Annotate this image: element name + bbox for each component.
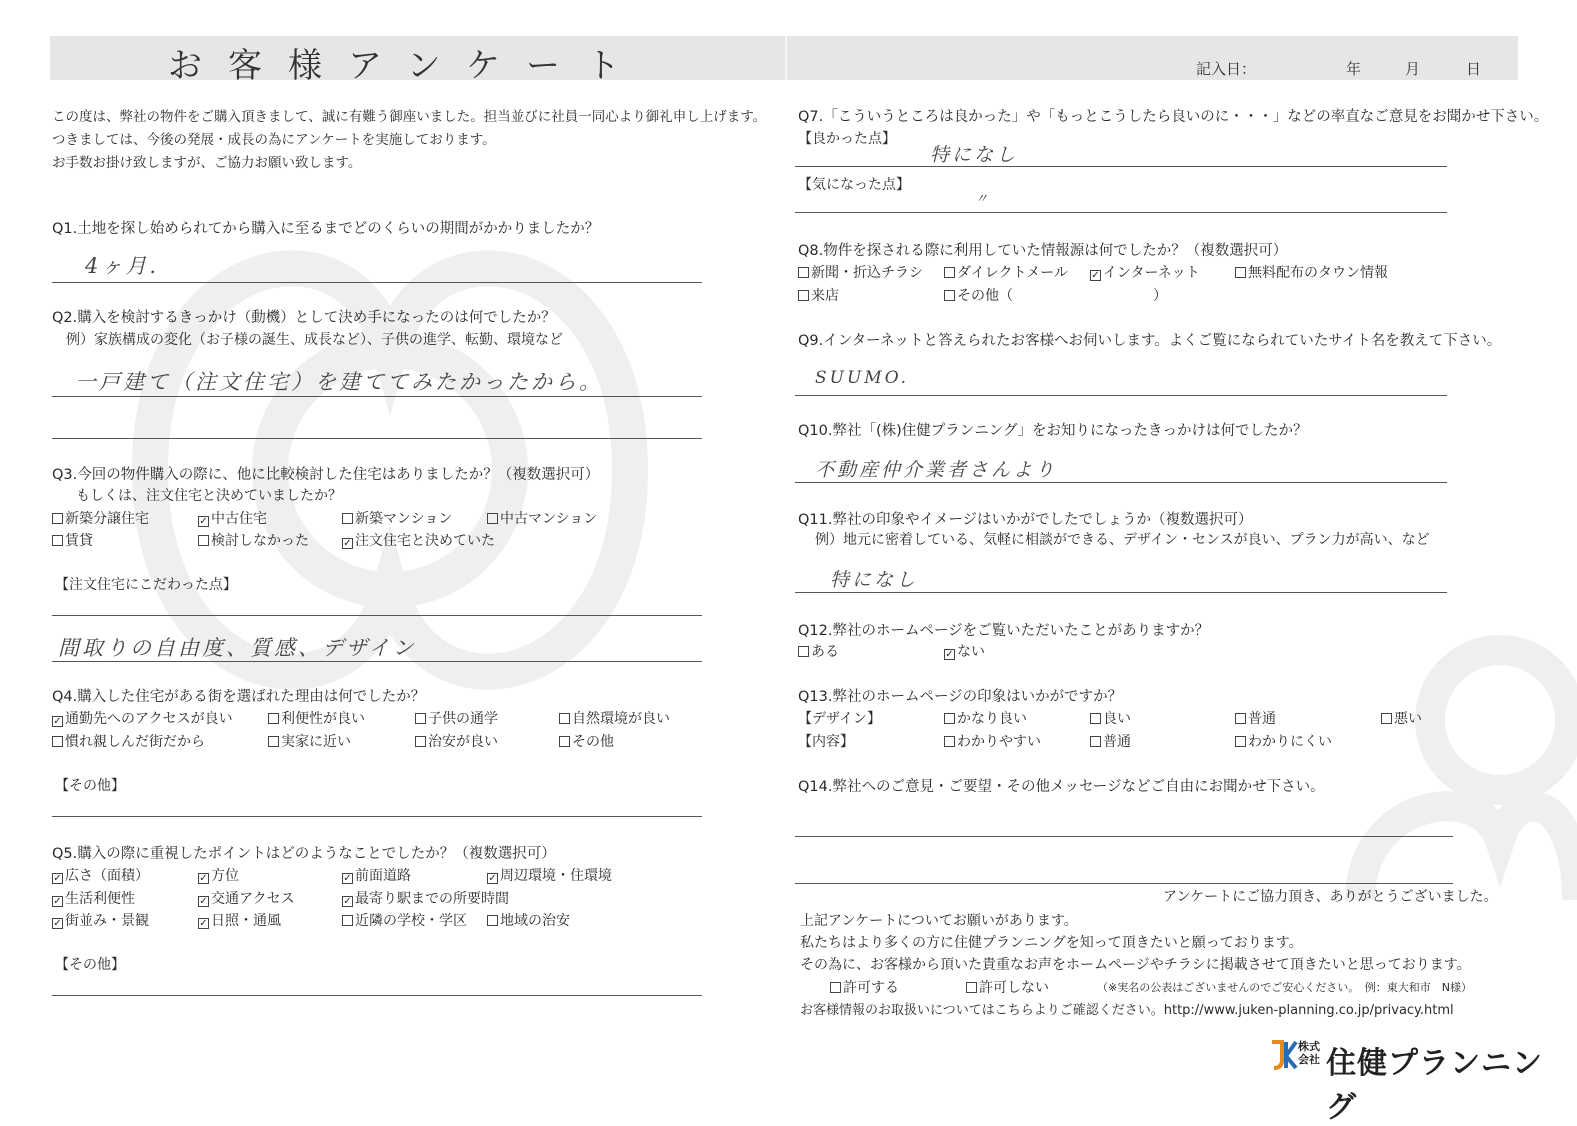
q14-line-2 — [795, 883, 1453, 884]
checkbox-checked-icon: ✓ — [343, 873, 352, 884]
q3-sub-line-2 — [52, 661, 702, 662]
closing-thanks: アンケートにご協力頂き、ありがとうございました。 — [1163, 889, 1498, 905]
q3-sub-answer: 間取りの自由度、質感、デザイン — [58, 636, 417, 660]
q11-answer: 特になし — [830, 569, 919, 591]
q8-question: Q8.物件を探される際に利用していた情報源は何でしたか？（複数選択可） — [798, 243, 1288, 259]
checkbox-icon — [798, 267, 809, 278]
logo-company-name: 住健プランニング — [1326, 1046, 1543, 1125]
checkbox-icon — [944, 713, 955, 724]
q8-option-town-info[interactable]: 無料配布のタウン情報 — [1235, 262, 1388, 282]
checkbox-checked-icon: ✓ — [53, 716, 62, 727]
q4-option-convenience[interactable]: 利便性が良い — [268, 708, 365, 728]
q2-answer-line-2 — [52, 438, 702, 439]
q4-option-school[interactable]: 子供の通学 — [415, 708, 498, 728]
q5-option-sunlight[interactable]: ✓ 日照・通風 — [199, 913, 281, 929]
q3-sub-line-1 — [52, 615, 702, 616]
q2-question: Q2.購入を検討するきっかけ（動機）として決め手になったのは何でしたか？ — [52, 310, 556, 326]
q2-answer-line-1 — [52, 396, 702, 397]
q3-option-custom-house[interactable]: ✓ 注文住宅と決めていた — [343, 533, 495, 549]
q4-option-familiar[interactable]: 慣れ親しんだ街だから — [52, 731, 205, 751]
q11-answer-line — [795, 592, 1447, 593]
date-day: 日 — [1466, 60, 1482, 78]
q12-question: Q12.弊社のホームページをご覧いただいたことがありますか？ — [798, 623, 1210, 639]
q8-option-internet[interactable]: ✓ インターネット — [1091, 265, 1200, 281]
checkbox-checked-icon: ✓ — [53, 896, 62, 907]
q13-question: Q13.弊社のホームページの印象はいかがですか？ — [798, 689, 1123, 705]
q13-content-unclear[interactable]: わかりにくい — [1235, 731, 1332, 751]
q3-option-new-condo[interactable]: 新築マンション — [342, 508, 452, 528]
q4-option-commute[interactable]: ✓ 通勤先へのアクセスが良い — [53, 711, 233, 727]
q14-line-1 — [795, 836, 1453, 837]
q8-option-other[interactable]: その他（ — [944, 285, 1013, 305]
checkbox-icon — [559, 736, 570, 747]
q5-other-label: 【その他】 — [55, 957, 125, 973]
q12-option-no[interactable]: ✓ ない — [945, 644, 985, 660]
q5-option-school-district[interactable]: 近隣の学校・学区 — [342, 910, 467, 930]
closing-line-3: その為に、お客様から頂いた貴重なお声をホームページやチラシに掲載させて頂きたいと思っております。 — [800, 957, 1471, 973]
q13-design-label: 【デザイン】 — [798, 711, 882, 727]
checkbox-icon — [944, 736, 955, 747]
q5-option-area-safety[interactable]: 地域の治安 — [487, 910, 570, 930]
q12-option-yes[interactable]: ある — [798, 641, 839, 661]
q5-option-surroundings[interactable]: ✓ 周辺環境・住環境 — [488, 868, 612, 884]
q13-design-very-good[interactable]: かなり良い — [944, 708, 1027, 728]
checkbox-checked-icon: ✓ — [53, 873, 62, 884]
checkbox-checked-icon: ✓ — [488, 873, 497, 884]
checkbox-icon — [798, 646, 809, 657]
q1-answer: 4ヶ月. — [85, 254, 160, 278]
q5-option-front-road[interactable]: ✓ 前面道路 — [343, 868, 411, 884]
checkbox-icon — [966, 982, 977, 993]
q10-answer-line — [795, 482, 1447, 483]
checkbox-icon — [1381, 713, 1392, 724]
checkbox-icon — [1090, 736, 1101, 747]
q5-question: Q5.購入の際に重視したポイントはどのようなことでしたか？（複数選択可） — [52, 846, 556, 862]
q5-option-station-time[interactable]: ✓ 最寄り駅までの所要時間 — [343, 891, 509, 907]
checkbox-icon — [52, 736, 63, 747]
checkbox-checked-icon: ✓ — [1091, 270, 1100, 281]
q5-option-living[interactable]: ✓ 生活利便性 — [53, 891, 135, 907]
q4-option-nature[interactable]: 自然環境が良い — [559, 708, 670, 728]
checkbox-checked-icon: ✓ — [199, 896, 208, 907]
q1-question: Q1.土地を探し始められてから購入に至るまでどのくらいの期間がかかりましたか？ — [52, 221, 600, 237]
checkbox-icon — [52, 513, 63, 524]
checkbox-icon — [268, 736, 279, 747]
checkbox-icon — [559, 713, 570, 724]
deny-checkbox[interactable]: 許可しない — [966, 977, 1049, 997]
checkbox-icon — [342, 915, 353, 926]
date-year: 年 — [1346, 60, 1362, 78]
checkbox-icon — [487, 513, 498, 524]
q4-other-label: 【その他】 — [55, 778, 125, 794]
q11-example: 例）地元に密着している、気軽に相談ができる、デザイン・センスが良い、プラン力が高い、など — [815, 532, 1430, 548]
q13-content-normal[interactable]: 普通 — [1090, 731, 1131, 751]
checkbox-checked-icon: ✓ — [199, 873, 208, 884]
company-logo — [1268, 1036, 1558, 1125]
checkbox-icon — [415, 713, 426, 724]
checkbox-icon — [798, 290, 809, 301]
q3-option-used-condo[interactable]: 中古マンション — [487, 508, 597, 528]
q10-answer: 不動産仲介業者さんより — [815, 459, 1058, 481]
checkbox-checked-icon: ✓ — [53, 918, 62, 929]
closing-note: （※実名の公表はございませんのでご安心ください。 例：東大和市 N様） — [1097, 981, 1472, 994]
header-divider — [785, 36, 787, 80]
q8-option-direct-mail[interactable]: ダイレクトメール — [944, 262, 1068, 282]
q2-answer: 一戸建て（注文住宅）を建ててみたかったから。 — [75, 370, 603, 394]
checkbox-checked-icon: ✓ — [945, 649, 954, 660]
q13-design-bad[interactable]: 悪い — [1381, 708, 1422, 728]
q3-option-no-compare[interactable]: 検討しなかった — [198, 530, 309, 550]
q7-good-line — [795, 166, 1447, 167]
checkbox-icon — [415, 736, 426, 747]
checkbox-checked-icon: ✓ — [343, 896, 352, 907]
q11-question: Q11.弊社の印象やイメージはいかがでしたでしょうか（複数選択可） — [798, 512, 1253, 528]
checkbox-icon — [830, 982, 841, 993]
intro-line-3: お手数お掛け致しますが、ご協力お願い致します。 — [52, 155, 362, 171]
q13-design-good[interactable]: 良い — [1090, 708, 1131, 728]
checkbox-icon — [52, 535, 63, 546]
checkbox-icon — [1090, 713, 1101, 724]
checkbox-icon — [944, 267, 955, 278]
q3-option-used-house[interactable]: ✓ 中古住宅 — [199, 511, 267, 527]
q13-content-clear[interactable]: わかりやすい — [944, 731, 1041, 751]
q10-question: Q10.弊社「(株)住健プランニング」をお知りになったきっかけは何でしたか？ — [798, 423, 1308, 439]
q4-question: Q4.購入した住宅がある街を選ばれた理由は何でしたか？ — [52, 689, 426, 705]
permit-checkbox[interactable]: 許可する — [830, 977, 899, 997]
q8-close-paren: ） — [1153, 288, 1167, 304]
checkbox-icon — [1235, 267, 1246, 278]
q7-concern-line — [795, 212, 1447, 213]
checkbox-checked-icon: ✓ — [343, 538, 352, 549]
q8-option-newspaper[interactable]: 新聞・折込チラシ — [798, 262, 923, 282]
q13-content-label: 【内容】 — [798, 734, 854, 750]
q4-other-line — [52, 816, 702, 817]
privacy-text: お客様情報のお取扱いについてはこちらよりご確認ください。http://www.juken-planning.co.jp/privacy.html — [800, 1003, 1454, 1018]
q9-answer: SUUMO. — [815, 368, 910, 388]
page-title: お客様アンケート — [168, 46, 646, 86]
q5-option-transport[interactable]: ✓ 交通アクセス — [199, 891, 295, 907]
q5-other-line — [52, 995, 702, 996]
checkbox-icon — [268, 713, 279, 724]
closing-line-2: 私たちはより多くの方に住健プランニングを知って頂きたいと願っております。 — [800, 935, 1303, 951]
q7-concern-answer: 〃 — [975, 192, 992, 207]
checkbox-icon — [198, 535, 209, 546]
checkbox-icon — [1235, 736, 1246, 747]
background-ornament-right — [1300, 600, 1577, 1000]
q3-option-rental[interactable]: 賃貸 — [52, 530, 93, 550]
q7-good-answer: 特になし — [930, 144, 1019, 166]
q3-question: Q3.今回の物件購入の際に、他に比較検討した住宅はありましたか？（複数選択可） — [52, 467, 600, 483]
date-month: 月 — [1405, 60, 1421, 78]
logo-company-type: 株式会社 — [1298, 1040, 1320, 1066]
q9-answer-line — [795, 395, 1447, 396]
closing-line-1: 上記アンケートについてお願いがあります。 — [800, 913, 1078, 929]
date-label: 記入日： — [1196, 60, 1257, 78]
q8-option-store-visit[interactable]: 来店 — [798, 285, 839, 305]
checkbox-icon — [487, 915, 498, 926]
checkbox-checked-icon: ✓ — [199, 918, 208, 929]
q4-option-safety[interactable]: 治安が良い — [415, 731, 498, 751]
q4-option-near-parents[interactable]: 実家に近い — [268, 731, 351, 751]
checkbox-icon — [1235, 713, 1246, 724]
checkbox-icon — [944, 290, 955, 301]
checkbox-icon — [342, 513, 353, 524]
q9-question: Q9.インターネットと答えられたお客様へお伺いします。よくご覧になられていたサイト名を教えて下さい。 — [798, 333, 1502, 349]
q3-sub-label: 【注文住宅にこだわった点】 — [55, 577, 237, 593]
q7-concern-label: 【気になった点】 — [798, 177, 910, 193]
q14-question: Q14.弊社へのご意見・ご要望・その他メッセージなどご自由にお聞かせ下さい。 — [798, 779, 1325, 795]
jk-logo-icon — [1268, 1038, 1298, 1074]
q5-option-direction[interactable]: ✓ 方位 — [199, 868, 239, 884]
q5-option-area[interactable]: ✓ 広さ（面積） — [53, 868, 149, 884]
checkbox-checked-icon: ✓ — [199, 516, 208, 527]
q7-good-label: 【良かった点】 — [798, 131, 896, 147]
q3-option-new-house[interactable]: 新築分譲住宅 — [52, 508, 149, 528]
intro-line-2: つきましては、今後の発展・成長の為にアンケートを実施しております。 — [52, 132, 496, 148]
q1-answer-line — [52, 282, 702, 283]
q2-example: 例）家族構成の変化（お子様の誕生、成長など）、子供の進学、転勤、環境など — [66, 332, 563, 348]
intro-line-1: この度は、弊社の物件をご購入頂きまして、誠に有難う御座いました。担当並びに社員一同心より御礼申し上げます。 — [52, 109, 767, 125]
q13-design-normal[interactable]: 普通 — [1235, 708, 1276, 728]
q3-question-2: もしくは、注文住宅と決めていましたか？ — [76, 488, 342, 504]
q5-option-streetscape[interactable]: ✓ 街並み・景観 — [53, 913, 149, 929]
q4-option-other[interactable]: その他 — [559, 731, 614, 751]
q7-question: Q7.「こういうところは良かった」や「もっとこうしたら良いのに・・・」などの率直なご意見をお聞かせ下さい。 — [798, 109, 1549, 125]
